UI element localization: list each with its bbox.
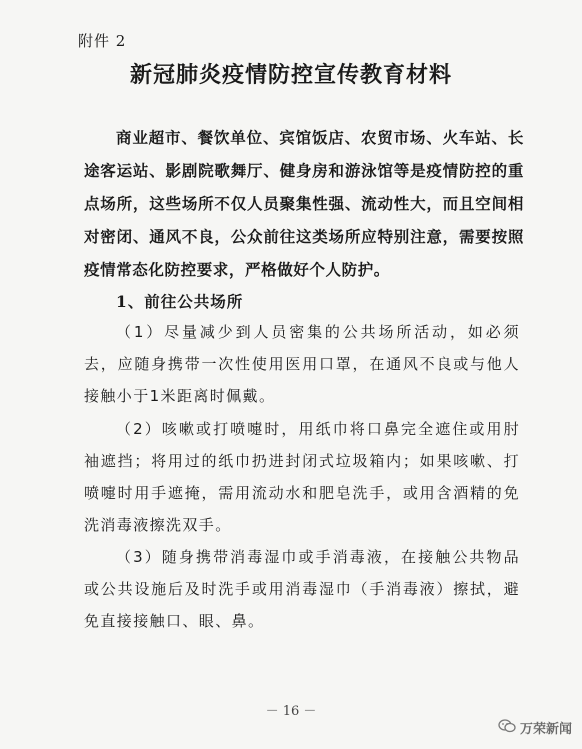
paragraph-3: （3）随身携带消毒湿巾或手消毒液，在接触公共物品或公共设施后及时洗手或用消毒湿巾（手消毒液）擦拭，避免直接接触口、眼、鼻。 [84, 548, 520, 630]
paragraph-1: （1）尽量减少到人员密集的公共场所活动，如必须去，应随身携带一次性使用医用口罩，在通风不良或与他人接触小于1米距离时佩戴。 [84, 323, 520, 405]
intro-paragraph: 商业超市、餐饮单位、宾馆饭店、农贸市场、火车站、长途客运站、影剧院歌舞厅、健身房和游泳馆等是疫情防控的重点场所，这些场所不仅人员聚集性强、流动性大，而且空间相对密闭、通风不良，公众前往这类场所应特别注意，需要按照疫情常态化防控要求，严格做好个人防护。 [84, 128, 524, 279]
watermark [498, 718, 572, 737]
page-number: － 16 － [265, 704, 317, 719]
paragraph-2: （2）咳嗽或打喷嚏时，用纸巾将口鼻完全遮住或用肘袖遮挡；将用过的纸巾扔进封闭式垃圾箱内；如果咳嗽、打喷嚏时用手遮掩，需用流动水和肥皂洗手，或用含酒精的免洗消毒液擦洗双手。 [84, 420, 520, 534]
section-heading: 1、前往公共场所 [116, 292, 244, 311]
wechat-icon [498, 719, 516, 737]
attachment-label: 附件 2 [78, 32, 127, 50]
watermark-text: 万荣新闻 [519, 722, 572, 737]
page-title: 新冠肺炎疫情防控宣传教育材料 [129, 62, 452, 88]
